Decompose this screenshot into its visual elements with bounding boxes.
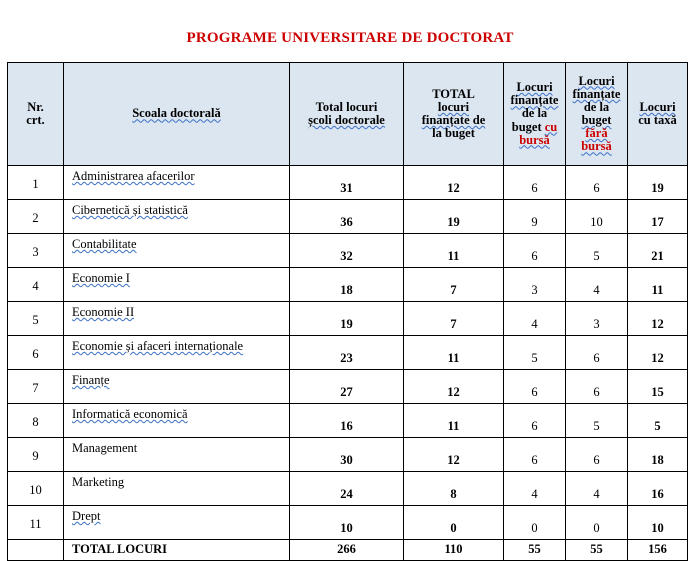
table-row [8,268,688,302]
total-buget: 110 [404,540,504,561]
row-nr: 4 [8,268,64,302]
row-buget: 12 [404,370,504,404]
row-name: Economie II [64,302,290,336]
row-buget: 0 [404,506,504,540]
row-taxa: 15 [628,370,688,404]
row-nr: 5 [8,302,64,336]
row-taxa: 12 [628,302,688,336]
row-fara-bursa: 4 [566,268,628,302]
table-row [8,438,688,472]
row-name: Drept [64,506,290,540]
table-row [8,234,688,268]
row-name: Informatică economică [64,404,290,438]
row-total: 30 [290,438,404,472]
row-total: 10 [290,506,404,540]
row-name: Cibernetică și statistică [64,200,290,234]
row-total: 23 [290,336,404,370]
row-total: 16 [290,404,404,438]
total-taxa: 156 [628,540,688,561]
doctoral-programs-table [7,62,688,561]
row-cu-bursa: 5 [504,336,566,370]
header-cu-taxa: Locuri cu taxă [628,63,688,166]
row-nr: 8 [8,404,64,438]
row-taxa: 21 [628,234,688,268]
row-cu-bursa: 6 [504,438,566,472]
page-title: PROGRAME UNIVERSITARE DE DOCTORAT [186,30,514,46]
row-total: 32 [290,234,404,268]
table-row [8,472,688,506]
row-total: 19 [290,302,404,336]
row-name: Contabilitate [64,234,290,268]
row-buget: 11 [404,234,504,268]
row-buget: 12 [404,438,504,472]
row-fara-bursa: 6 [566,336,628,370]
row-name: Economie I [64,268,290,302]
header-cu-bursa: Locuri finanțate de la buget cu bursă [504,63,566,166]
header-row [8,63,688,166]
row-name: Marketing [64,472,290,506]
table-row [8,166,688,200]
total-cu-bursa: 55 [504,540,566,561]
row-cu-bursa: 6 [504,370,566,404]
row-taxa: 16 [628,472,688,506]
row-nr: 10 [8,472,64,506]
row-taxa: 11 [628,268,688,302]
row-nr: 6 [8,336,64,370]
row-taxa: 19 [628,166,688,200]
row-cu-bursa: 6 [504,404,566,438]
total-row [8,540,688,561]
total-fara-bursa: 55 [566,540,628,561]
header-nr: Nr. crt. [8,63,64,166]
header-fara-bursa: Locuri finanțate de la buget fără bursă [566,63,628,166]
row-taxa: 17 [628,200,688,234]
row-buget: 19 [404,200,504,234]
row-cu-bursa: 9 [504,200,566,234]
row-taxa: 5 [628,404,688,438]
row-fara-bursa: 6 [566,438,628,472]
row-buget: 11 [404,336,504,370]
row-nr: 1 [8,166,64,200]
row-nr: 11 [8,506,64,540]
row-fara-bursa: 4 [566,472,628,506]
row-name: Economie și afaceri internaționale [64,336,290,370]
row-taxa: 18 [628,438,688,472]
row-total: 18 [290,268,404,302]
row-buget: 7 [404,302,504,336]
row-name: Administrarea afacerilor [64,166,290,200]
table-row [8,200,688,234]
row-buget: 8 [404,472,504,506]
row-fara-bursa: 6 [566,166,628,200]
row-name: Management [64,438,290,472]
row-buget: 12 [404,166,504,200]
row-taxa: 10 [628,506,688,540]
row-total: 31 [290,166,404,200]
row-cu-bursa: 0 [504,506,566,540]
total-total: 266 [290,540,404,561]
row-cu-bursa: 4 [504,472,566,506]
row-nr: 7 [8,370,64,404]
row-fara-bursa: 10 [566,200,628,234]
row-name: Finanțe [64,370,290,404]
row-taxa: 12 [628,336,688,370]
row-fara-bursa: 3 [566,302,628,336]
row-nr: 9 [8,438,64,472]
table-row [8,506,688,540]
row-cu-bursa: 6 [504,166,566,200]
row-cu-bursa: 3 [504,268,566,302]
header-scoala: Scoala doctorală [64,63,290,166]
table-row [8,404,688,438]
row-nr: 2 [8,200,64,234]
row-buget: 11 [404,404,504,438]
row-nr: 3 [8,234,64,268]
total-nr-empty [8,540,64,561]
row-fara-bursa: 5 [566,234,628,268]
header-total-locuri: Total locuri școli doctorale [290,63,404,166]
table-row [8,370,688,404]
total-label: TOTAL LOCURI [64,540,290,561]
row-total: 36 [290,200,404,234]
header-total-buget: TOTAL locuri finanțate de la buget [404,63,504,166]
row-fara-bursa: 0 [566,506,628,540]
row-cu-bursa: 6 [504,234,566,268]
row-total: 24 [290,472,404,506]
row-fara-bursa: 6 [566,370,628,404]
row-fara-bursa: 5 [566,404,628,438]
table-row [8,302,688,336]
table-row [8,336,688,370]
row-cu-bursa: 4 [504,302,566,336]
row-total: 27 [290,370,404,404]
row-buget: 7 [404,268,504,302]
